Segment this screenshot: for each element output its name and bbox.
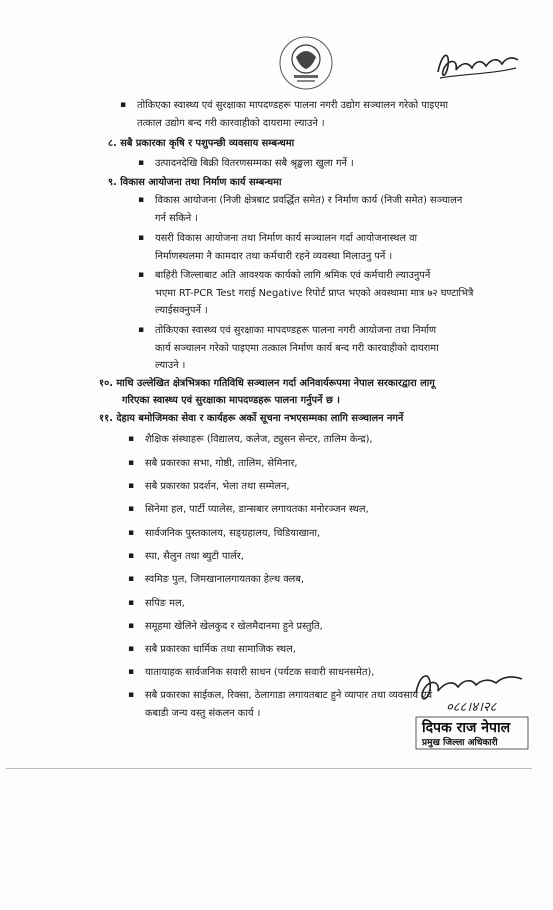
list-item: ▪ स्पा, सैलुन तथा ब्युटी पार्लर, xyxy=(145,549,244,564)
signature-stroke xyxy=(416,676,522,699)
list-item-continuation: ल्याईसक्नुपर्ने । xyxy=(155,305,208,316)
list-item-continuation: गर्न सकिने । xyxy=(155,213,199,224)
section-heading-8: ८. सबै प्रकारका कृषि र पशुपन्छी व्यवसाय सम्बन्धमा xyxy=(108,138,295,149)
section-heading-11: ११. देहाय बमोजिमका सेवा र कार्यहरू अर्को सूचना नभएसम्मका लागि सञ्चालन नगर्ने xyxy=(99,413,404,424)
stamp-office: प्रमुख जिल्ला अधिकारी xyxy=(422,738,498,748)
section-heading-10-continuation: गरिएका स्वास्थ्य एवं सुरक्षाका मापदण्डहरू पालना गर्नुपर्ने छ । xyxy=(122,395,340,406)
list-item: ▪ सबै प्रकारका सभा, गोष्ठी, तालिम, सेमिनार, xyxy=(145,456,298,471)
list-item: ▪ बाहिरी जिल्लाबाट अति आवश्यक कार्यको लागि श्रमिक एवं कर्मचारी ल्याउनुपर्ने xyxy=(155,268,430,283)
list-item: ▪ समूहमा खेलिने खेलकुद र खेलमैदानमा हुने प्रस्तुति, xyxy=(145,619,323,634)
list-item: ▪ सिनेमा हल, पार्टी प्यालेस, डान्सबार लगायतका मनोरञ्जन स्थल, xyxy=(145,502,369,517)
government-emblem-icon xyxy=(278,35,334,91)
list-item-continuation: निर्माणस्थलमा नै कामदार तथा कर्मचारी रहने व्यवस्था मिलाउनु पर्ने । xyxy=(155,251,393,262)
signature-stamp xyxy=(412,663,532,751)
list-item: ▪ उत्पादनदेखि बिक्री वितरणसम्मका सबै श्रृङ्खला खुला गर्ने । xyxy=(155,156,354,171)
list-item-continuation: तत्काल उद्योग बन्द गरी कारवाहीको दायरामा ल्याउने । xyxy=(137,118,325,129)
list-item: ▪ यसरी विकास आयोजना तथा निर्माण कार्य सञ्चालन गर्दा आयोजनास्थल वा xyxy=(155,231,417,246)
list-item: ▪ तोकिएका स्वास्थ्य एवं सुरक्षाका मापदण्डहरू पालना नगरी आयोजना तथा निर्माण xyxy=(155,323,436,338)
list-item: ▪ स्वमिङ पुल, जिमखानालगायतका हेल्थ क्लब, xyxy=(145,572,304,587)
list-item-continuation: ल्याउने । xyxy=(155,360,186,371)
section-heading-10: १०. माथि उल्लेखित क्षेत्रभित्रका गतिविधि सञ्चालन गर्दा अनिवार्यरूपमा नेपाल सरकारद्वारा लागू xyxy=(99,378,435,389)
list-item: ▪ सबै प्रकारका धार्मिक तथा सामाजिक स्थल, xyxy=(145,642,296,657)
list-item: ▪ यातायाहक सार्वजनिक सवारी साधन (पर्यटक सवारी साधनसमेत), xyxy=(145,665,374,680)
list-item: ▪ सपिङ मल, xyxy=(145,596,185,611)
handwritten-signature-icon xyxy=(432,44,524,84)
list-item: ▪ विकास आयोजना (निजी क्षेत्रबाट प्रवर्द्धित समेत) र निर्माण कार्य (निजी समेत) सञ्चालन xyxy=(155,193,462,208)
list-item: ▪ शैक्षिक संस्थाहरू (विद्यालय, कलेज, ट्युसन सेन्टर, तालिम केन्द्र), xyxy=(145,432,373,447)
list-item-continuation: भएमा RT-PCR Test गराई Negative रिपोर्ट प्राप्त भएको अवस्थामा मात्र ७२ घण्टाभित्रै xyxy=(155,288,474,299)
list-item: ▪ सबै प्रकारका साईकल, रिक्सा, ठेलागाडा लगायतबाट हुने व्यापार तथा व्यवसाय एवं xyxy=(145,688,432,703)
signature-date: ०८८।४।२८ xyxy=(446,700,497,715)
list-item-continuation: कबाडी जन्य वस्तु संकलन कार्य । xyxy=(145,708,261,719)
stamp-name: दिपक राज नेपाल xyxy=(422,720,511,736)
list-item: ▪ तोकिएका स्वास्थ्य एवं सुरक्षाका मापदण्डहरू पालना नगरी उद्योग सञ्चालन गरेको पाइएमा xyxy=(137,98,448,113)
list-item-continuation: कार्य सञ्चालन गरेको पाइएमा तत्काल निर्माण कार्य बन्द गरी कारवाहीको दायरामा xyxy=(155,343,439,354)
page-bottom-rule xyxy=(6,768,532,769)
section-heading-9: ९. विकास आयोजना तथा निर्माण कार्य सम्बन्धमा xyxy=(108,177,282,188)
list-item: ▪ सबै प्रकारका प्रदर्शन, भेला तथा सम्मेलन, xyxy=(145,479,290,494)
list-item: ▪ सार्वजनिक पुस्तकालय, सङ्ग्रहालय, चिडियाखाना, xyxy=(145,526,320,541)
